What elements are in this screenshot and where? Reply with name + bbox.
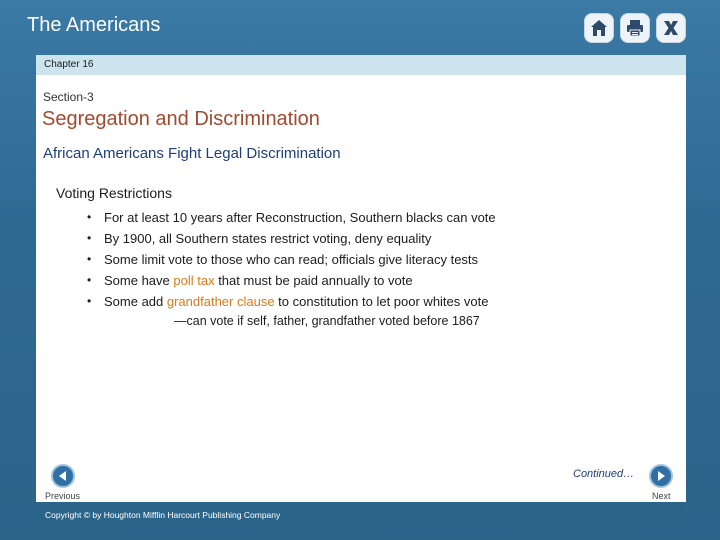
bullet-text-before: Some have — [104, 273, 174, 288]
arrow-right-icon — [655, 470, 667, 482]
home-icon — [589, 18, 609, 38]
bullet-continuation: —can vote if self, father, grandfather voted before 1867 — [174, 314, 480, 328]
bullet-text-before: Some add — [104, 294, 167, 309]
print-icon — [625, 18, 645, 38]
previous-label[interactable]: Previous — [45, 491, 81, 501]
list-item — [86, 291, 676, 312]
key-term-grandfather-clause: grandfather clause — [166, 294, 275, 309]
list-item — [86, 249, 676, 270]
slide-content — [36, 75, 686, 502]
bullet-text-after: that must be paid annually to vote — [214, 273, 413, 288]
chapter-label: Chapter 16 — [44, 59, 94, 70]
previous-button[interactable] — [51, 464, 75, 488]
bullet-icon: • — [87, 231, 92, 245]
app-title: The Americans — [27, 14, 161, 36]
next-label[interactable]: Next — [652, 491, 671, 501]
chapter-bar — [36, 55, 686, 75]
continued-label: Continued… — [573, 468, 635, 480]
section-subtitle: African Americans Fight Legal Discrimination — [43, 145, 341, 162]
section-number: Section-3 — [43, 90, 94, 104]
bullet-text: For at least 10 years after Reconstruction, Southern blacks can vote — [104, 210, 496, 225]
footer-bar — [36, 503, 686, 527]
bullet-text: Some limit vote to those who can read; officials give literacy tests — [104, 252, 479, 267]
section-title: Segregation and Discrimination — [42, 108, 320, 130]
list-item — [86, 228, 676, 249]
topic-heading: Voting Restrictions — [56, 185, 172, 201]
print-button[interactable] — [620, 13, 650, 43]
arrow-left-icon — [57, 470, 69, 482]
list-item — [86, 270, 676, 291]
next-button[interactable] — [649, 464, 673, 488]
bullet-text: By 1900, all Southern states restrict voting, deny equality — [104, 231, 432, 246]
bullet-text-after: to constitution to let poor whites vote — [274, 294, 489, 309]
list-item — [86, 207, 676, 228]
exit-button[interactable] — [656, 13, 686, 43]
bullet-icon: • — [87, 210, 92, 224]
bullet-icon: • — [87, 294, 92, 308]
bullet-list — [86, 207, 676, 312]
key-term-poll-tax: poll tax — [173, 273, 215, 288]
bullet-icon: • — [87, 252, 92, 266]
close-icon — [661, 18, 681, 38]
home-button[interactable] — [584, 13, 614, 43]
bullet-icon: • — [87, 273, 92, 287]
copyright-text: Copyright © by Houghton Mifflin Harcourt Publishing Company — [45, 510, 281, 520]
